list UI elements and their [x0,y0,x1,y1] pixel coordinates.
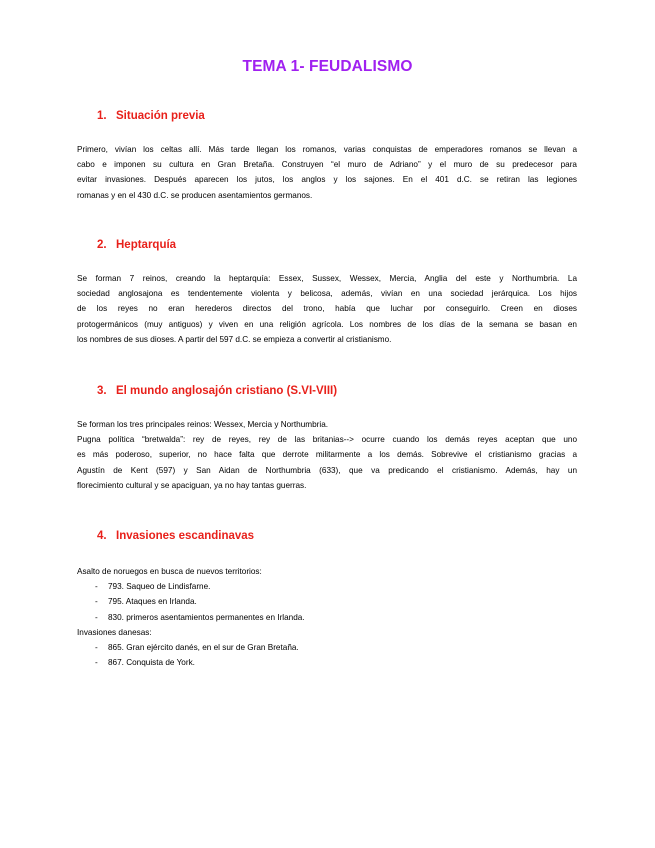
section-number: 4. [97,530,107,542]
list-item-text: 867. Conquista de York. [108,658,195,668]
list-intro [77,625,577,640]
page-title: TEMA 1- FEUDALISMO [242,58,413,75]
bullet-dash: - [95,658,98,668]
paragraph-heptarquia [77,271,577,347]
bullet-dash: - [95,582,98,592]
text-line: Agustín de Kent (597) y San Aidan de Northumbria (633), que va predicando el cristianismo. Además, hay un [77,465,577,475]
bullet-dash: - [95,597,98,607]
paragraph-mundo-anglosajon [77,417,577,493]
section-heading-invasiones-escandinavas [97,530,254,542]
section-title: Situación previa [116,110,205,122]
text-line: protogermánicos (muy antiguos) y viven en una religión agrícola. Los nombres de los días de la semana se basan en [77,319,577,329]
list-item-text: 793. Saqueo de Lindisfarne. [108,582,211,592]
paragraph-situacion-previa [77,142,577,203]
text-line: cabo e imponen su cultura en Gran Bretaña. Construyen “el muro de Adriano” y el muro de su predecesor para [77,160,577,170]
text-line: los nombres de sus dioses. A partir del 597 d.C. se empieza a convertir al cristianismo. [77,334,392,344]
section-title: Invasiones escandinavas [116,530,255,542]
list-intro-text: Invasiones danesas: [77,627,152,637]
list-item [77,655,577,670]
list-item-text: 830. primeros asentamientos permanentes en Irlanda. [108,612,305,622]
list-item [77,640,577,655]
list-item-text: 865. Gran ejército danés, en el sur de Gran Bretaña. [108,643,299,653]
text-line: florecimiento cultural y se apaciguan, ya no hay tantas guerras. [77,480,307,490]
section-title: El mundo anglosajón cristiano (S.VI-VIII) [116,385,338,397]
text-line: es más poderoso, superior, no hace falta que derrote militarmente a los demás. Sobrevive el cristianismo gracias a [77,450,577,460]
text-line: romanas y en el 430 d.C. se producen asentamientos germanos. [77,190,313,200]
text-line: Se forman los tres principales reinos: Wessex, Mercia y Northumbria. [77,420,329,429]
list-intro [77,564,577,579]
list-item [77,594,577,609]
section-number: 3. [97,385,107,397]
list-item [77,579,577,594]
list-intro-text: Asalto de noruegos en busca de nuevos territorios: [77,567,262,576]
list-item [77,610,577,625]
text-line: Se forman 7 reinos, creando la heptarquía: Essex, Sussex, Wessex, Mercia, Anglia del este y Northumbria. La [77,274,577,283]
section-heading-heptarquia [97,239,176,251]
section-heading-situacion-previa [97,110,205,122]
bullet-dash: - [95,643,98,653]
text-line: sociedad anglosajona es tendentemente violenta y belicosa, además, vivían en una sociedad jerárquica. Los hijos [77,289,577,299]
text-line: Primero, vivían los celtas allí. Más tarde llegan los romanos, varias conquistas de emperadores romanos se llevan a [77,145,577,154]
section-heading-mundo-anglosajon [97,385,337,397]
text-line: evitar invasiones. Después aparecen los jutos, los anglos y los sajones. En el 401 d.C. se retiran las legiones [77,175,577,185]
text-line: Pugna política “bretwalda”: rey de reyes, rey de las britanias--> ocurre cuando los demás reyes aceptan que uno [77,435,577,445]
section-title: Heptarquía [116,239,177,251]
bullet-dash: - [95,612,98,622]
section-number: 1. [97,110,107,122]
section-number: 2. [97,239,107,251]
list-invasiones [77,564,577,670]
list-item-text: 795. Ataques en Irlanda. [108,597,197,607]
text-line: de los reyes no eran herederos directos del trono, había que luchar por conseguirlo. Creen en dioses [77,304,577,314]
